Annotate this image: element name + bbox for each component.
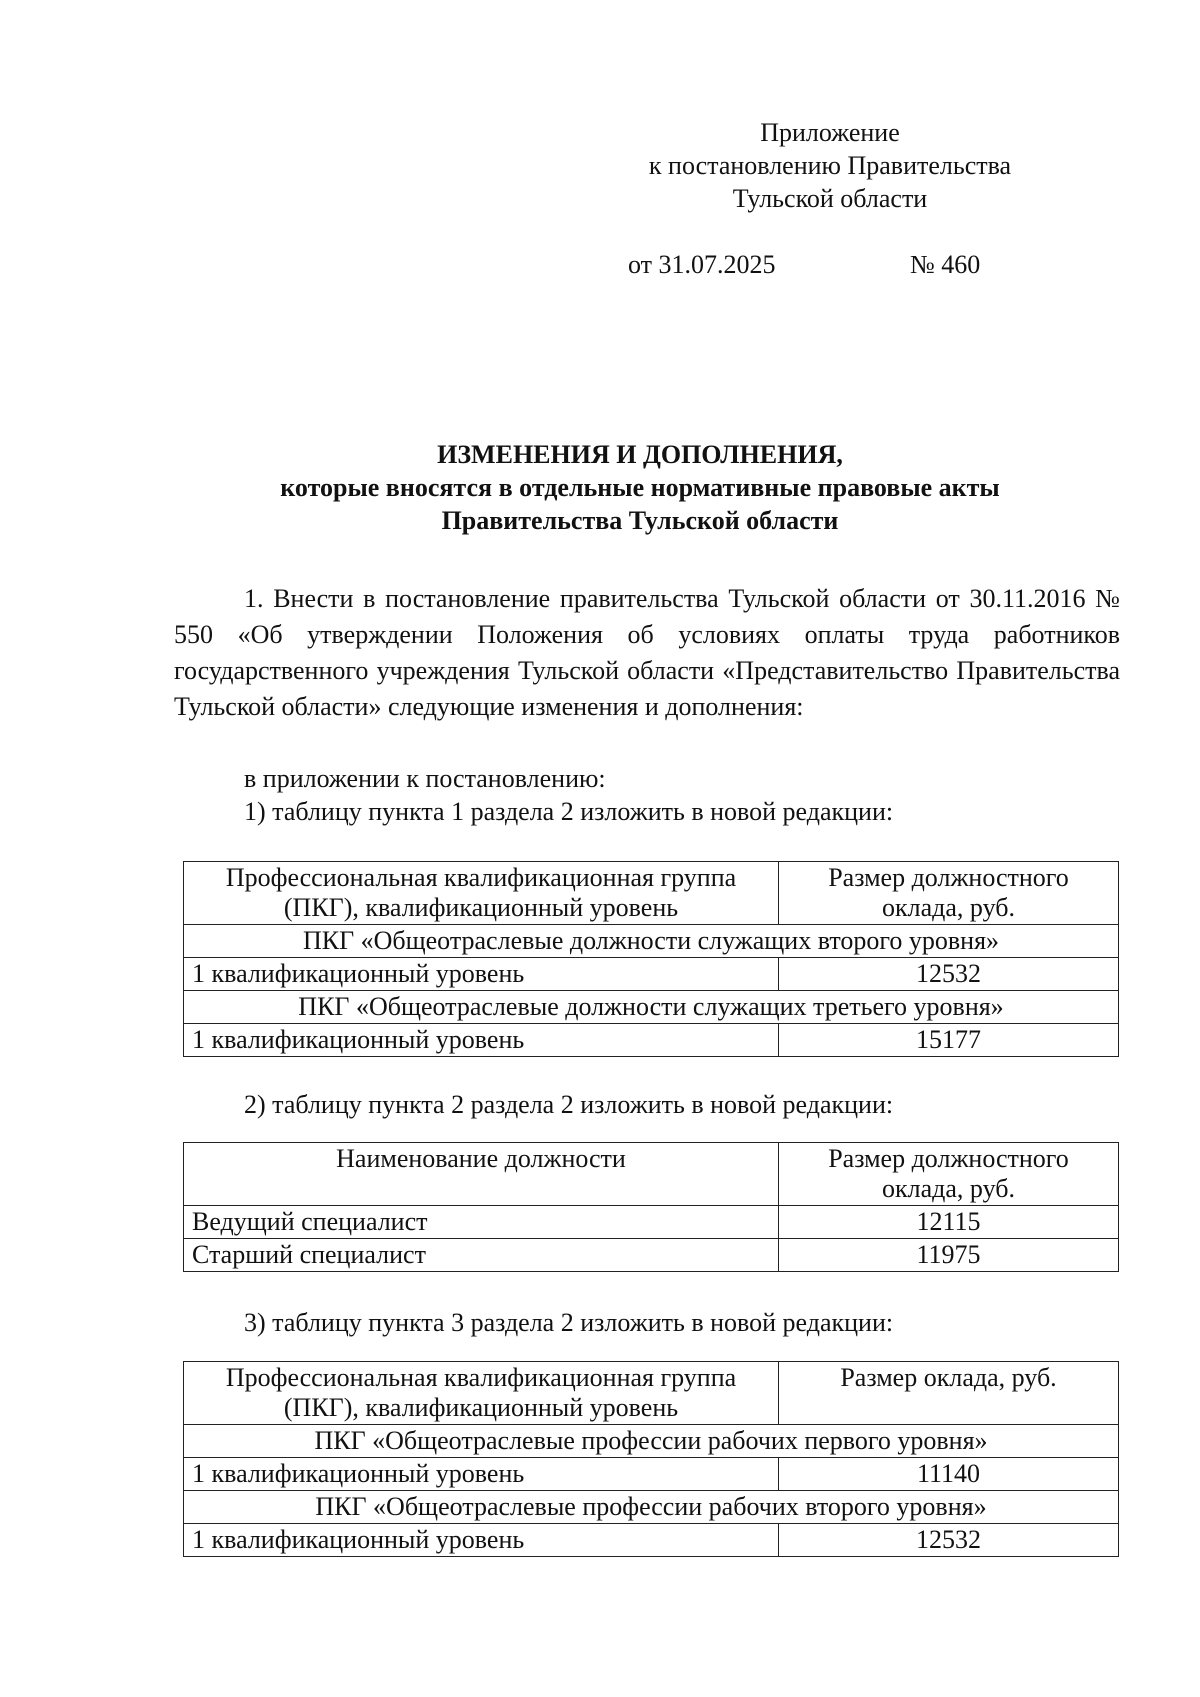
title-line-1: ИЗМЕНЕНИЯ И ДОПОЛНЕНИЯ, (437, 440, 843, 469)
title-line-3: Правительства Тульской области (441, 506, 839, 535)
table-1-value-2: 15177 (779, 1024, 1119, 1057)
table-2 (183, 1142, 1119, 1272)
table-3-level-1: 1 квалификационный уровень (184, 1458, 779, 1491)
table-row (184, 1024, 1119, 1057)
item-3-instruction: 3) таблицу пункта 3 раздела 2 изложить в новой редакции: (244, 1308, 894, 1337)
table-2-header-row (184, 1143, 1119, 1206)
table-2-value-2: 11975 (779, 1239, 1119, 1272)
table-3-header-salary: Размер оклада, руб. (779, 1362, 1119, 1425)
resolution-number: № 460 (910, 250, 981, 279)
table-3-header-row (184, 1362, 1119, 1425)
table-3-group-1: ПКГ «Общеотраслевые профессии рабочих первого уровня» (184, 1425, 1119, 1458)
resolution-date: от 31.07.2025 (628, 250, 776, 279)
table-3-group-2: ПКГ «Общеотраслевые профессии рабочих второго уровня» (184, 1491, 1119, 1524)
table-1-group-2: ПКГ «Общеотраслевые должности служащих третьего уровня» (184, 991, 1119, 1024)
table-2-position-2: Старший специалист (184, 1239, 779, 1272)
table-3-value-1: 11140 (779, 1458, 1119, 1491)
table-1-header-group: Профессиональная квалификационная группа (ПКГ), квалификационный уровень (184, 862, 779, 925)
table-3-value-2: 12532 (779, 1524, 1119, 1557)
table-row (184, 958, 1119, 991)
item-2-instruction: 2) таблицу пункта 2 раздела 2 изложить в новой редакции: (244, 1090, 894, 1119)
table-3-group-row (184, 1425, 1119, 1458)
table-2-value-1: 12115 (779, 1206, 1119, 1239)
item-1-instruction: 1) таблицу пункта 1 раздела 2 изложить в новой редакции: (244, 797, 894, 826)
table-1-header-row (184, 862, 1119, 925)
table-row (184, 1458, 1119, 1491)
paragraph-1: 1. Внести в постановление правительства Тульской области от 30.11.2016 № 550 «Об утверждении Положения об условиях оплаты труда работников государственного учреждения Тульской области «Представительство Правительства Тульской области» следующие изменения и дополнения: (174, 584, 1120, 721)
table-1 (183, 861, 1119, 1057)
appendix-region: Тульской области (732, 184, 928, 213)
table-1-group-1: ПКГ «Общеотраслевые должности служащих второго уровня» (184, 925, 1119, 958)
table-1-header-salary: Размер должностного оклада, руб. (779, 862, 1119, 925)
table-1-value-1: 12532 (779, 958, 1119, 991)
resolution-date-number (628, 248, 1048, 281)
table-row (184, 1524, 1119, 1557)
table-row (184, 1206, 1119, 1239)
document-title (160, 438, 1120, 537)
table-2-header-position: Наименование должности (184, 1143, 779, 1206)
appendix-label: Приложение (760, 118, 900, 147)
appendix-header (600, 116, 1060, 215)
table-2-position-1: Ведущий специалист (184, 1206, 779, 1239)
table-1-group-row (184, 925, 1119, 958)
table-3 (183, 1361, 1119, 1557)
table-1-level-2: 1 квалификационный уровень (184, 1024, 779, 1057)
table-2-header-salary: Размер должностного оклада, руб. (779, 1143, 1119, 1206)
table-3-group-row (184, 1491, 1119, 1524)
title-line-2: которые вносятся в отдельные нормативные правовые акты (280, 473, 1000, 502)
table-row (184, 1239, 1119, 1272)
table-3-level-2: 1 квалификационный уровень (184, 1524, 779, 1557)
table-1-level-1: 1 квалификационный уровень (184, 958, 779, 991)
table-1-group-row (184, 991, 1119, 1024)
appendix-resolution-ref: к постановлению Правительства (648, 151, 1012, 180)
table-3-header-group: Профессиональная квалификационная группа (ПКГ), квалификационный уровень (184, 1362, 779, 1425)
appendix-instruction: в приложении к постановлению: (244, 764, 606, 793)
